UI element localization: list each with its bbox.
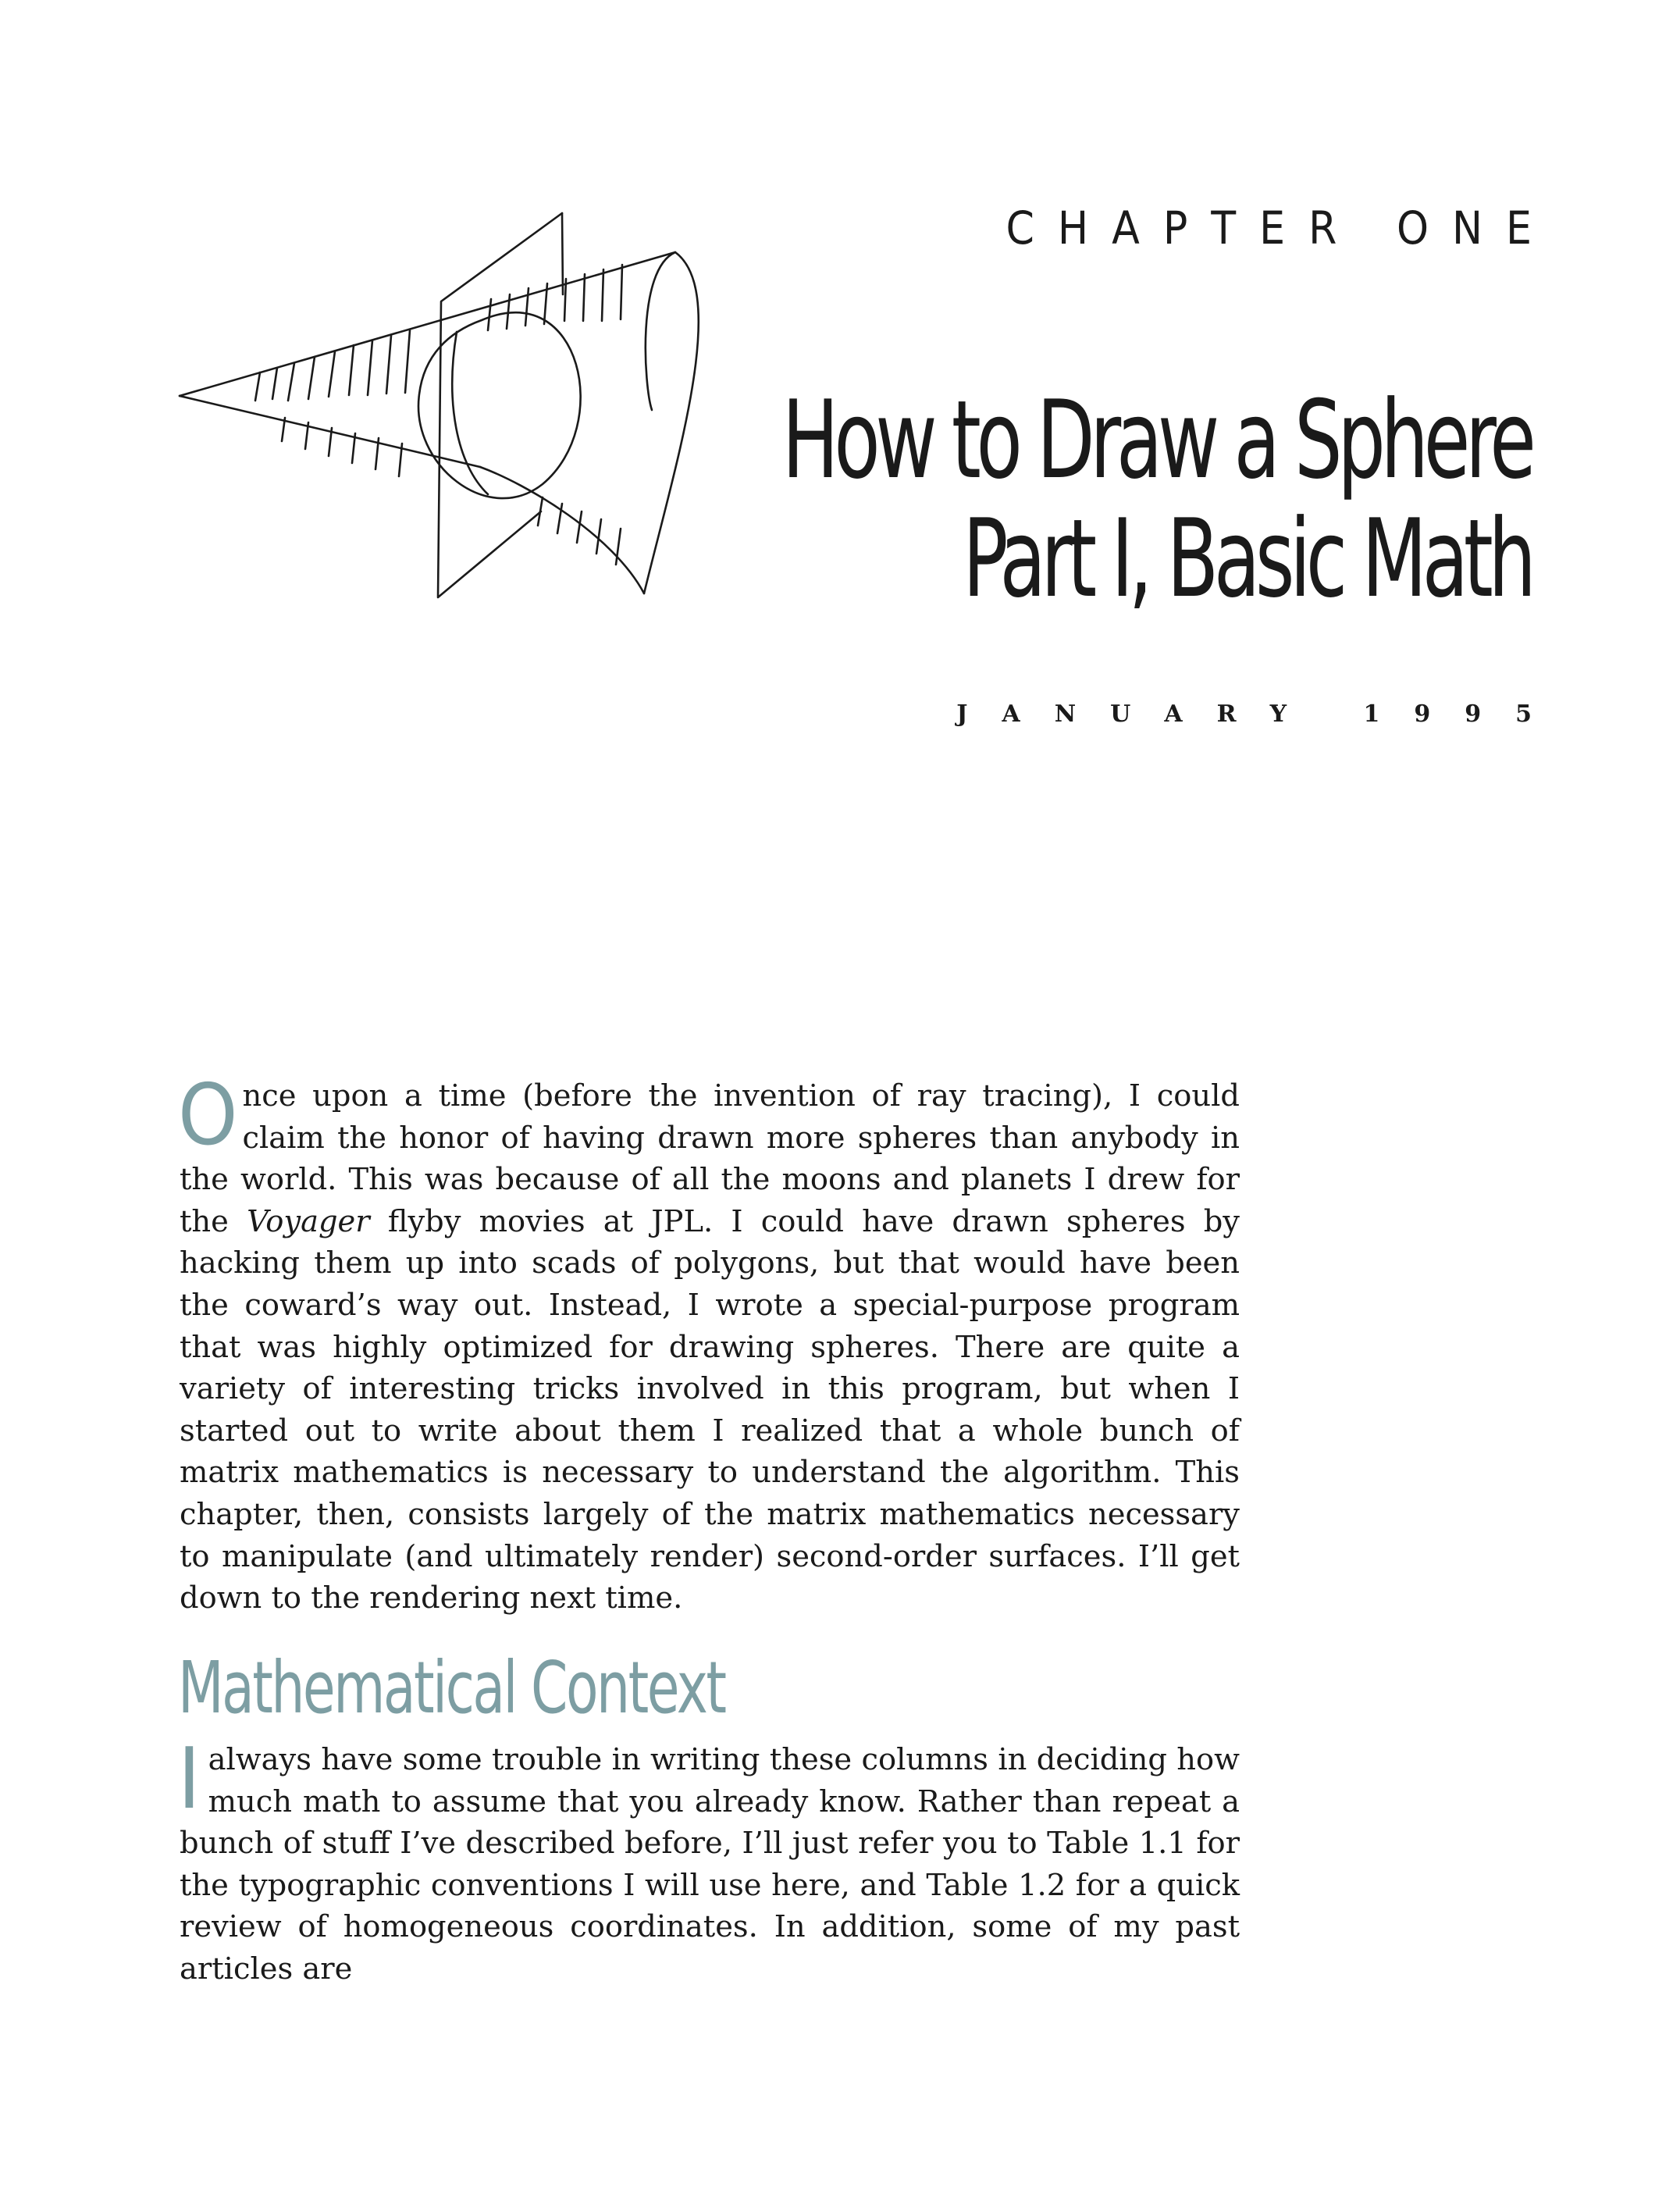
section-heading: Mathematical Context bbox=[178, 1646, 725, 1730]
publication-date: JANUARY 1995 bbox=[956, 700, 1566, 728]
intro-text-1: nce upon a time (before the invention of ray tracing), I could claim the honor of having drawn more spheres than anybody in the world. This was because of all the moons and planets I drew for the bbox=[180, 1078, 1240, 1239]
title-line-1: How to Draw a Sphere bbox=[782, 377, 1532, 503]
chapter-label: CHAPTER ONE bbox=[1006, 201, 1555, 255]
intro-paragraph bbox=[178, 1067, 1240, 1620]
intro-text-2: flyby movies at JPL. I could have drawn spheres by hacking them up into scads of polygons, but that would have been the coward’s way out. Instead, I wrote a special-purpose program that was highly optimized for drawing spheres. There are quite a variety of interesting tricks involved in this program, but when I started out to write about them I realized that a whole bunch of matrix mathematics is necessary to understand the algorithm. This chapter, then, consists largely of the matrix mathematics necessary to manipulate (and ultimately render) second-order surfaces. I’ll get down to the rendering next time. bbox=[180, 1203, 1240, 1616]
chapter-title bbox=[782, 377, 1532, 622]
section-paragraph bbox=[178, 1730, 1240, 1990]
title-line-2: Part I, Basic Math bbox=[963, 496, 1532, 622]
dropcap-o: O bbox=[178, 1067, 238, 1164]
dropcap-i: I bbox=[178, 1730, 201, 1828]
intro-italic: Voyager bbox=[247, 1203, 370, 1239]
section-text: always have some trouble in writing these columns in deciding how much math to assume that you already know. Rather than repeat a bunch of stuff I’ve described before, I’ll just refer you to Table 1.1 for the typographic conventions I will use here, and Table 1.2 for a quick review of homogeneous coordinates. In addition, some of my past articles are bbox=[180, 1742, 1240, 1987]
cone-plane-circle-illustration bbox=[176, 207, 738, 613]
